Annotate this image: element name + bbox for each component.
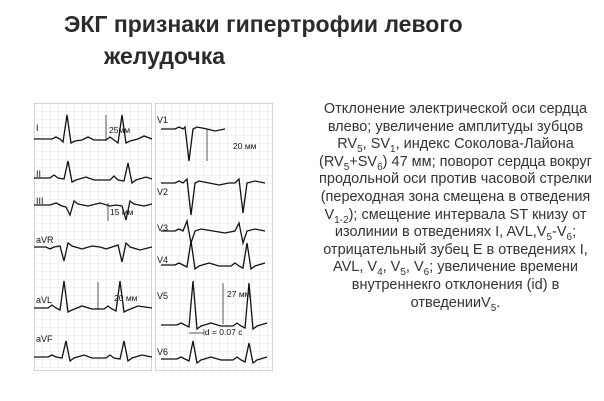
- desc-text-6: ); смещение интервала ST книзу от изолинии в отведениях I, AVL,V: [334, 206, 587, 241]
- lead-V6-label: V6: [157, 347, 169, 357]
- desc-text-1: Отклонение электрической оси сердца влево; увеличение амплитуды зубцов RV: [323, 101, 588, 153]
- lead-aVF-label: aVF: [36, 334, 53, 344]
- id-interval-label: id = 0.07 с: [203, 327, 243, 337]
- title-line-1: ЭКГ признаки гипертрофии левого: [64, 11, 463, 37]
- desc-sub-11: 5: [490, 302, 497, 314]
- lead-III-label: III: [36, 196, 44, 206]
- desc-text-8: ; отрицательный зубец E в отведениях I, AVL, V: [323, 224, 588, 276]
- lead-III-measure: 15 мм: [110, 207, 134, 217]
- limb-leads-ecg-panel: [34, 103, 152, 371]
- desc-text-10: , V: [405, 259, 424, 276]
- lead-aVL-label: aVL: [36, 295, 53, 305]
- desc-sub-6: 5: [546, 232, 553, 244]
- desc-sub-2: 1: [390, 144, 396, 156]
- desc-text-7: -V: [552, 224, 567, 241]
- lead-V1-label: V1: [157, 115, 169, 125]
- desc-sub-9: 5: [400, 267, 406, 279]
- lead-V4-label: V4: [157, 255, 169, 265]
- desc-text-2: , SV: [362, 136, 391, 153]
- lead-I-label: I: [36, 123, 39, 133]
- desc-text-5: ) 47 мм; поворот сердца вокруг продольной оси против часовой стрелки (переходная зона смещена в отведения V: [319, 153, 592, 223]
- lead-V2-label: V2: [157, 187, 169, 197]
- lead-V1-measure: 20 мм: [233, 141, 257, 151]
- desc-sub-10: 6: [423, 267, 430, 279]
- desc-sub-7: 6: [566, 232, 573, 244]
- lvh-criteria-description: [313, 101, 598, 312]
- title-line-2: желудочка: [104, 43, 226, 69]
- desc-sub-1: 5: [357, 144, 363, 156]
- chest-leads-ecg-panel: [155, 103, 273, 371]
- desc-sub-5: 1-2: [334, 214, 349, 226]
- desc-sub-4: 6: [377, 161, 383, 173]
- desc-text-4: +SV: [349, 153, 378, 170]
- lead-aVR-label: aVR: [36, 235, 54, 245]
- page-title: [64, 8, 584, 72]
- lead-V5-measure: 27 мм: [227, 289, 251, 299]
- desc-text-3: , индекс Соколова-Лайона (RV: [319, 136, 574, 170]
- desc-text-11: ; увеличение времени внутреннекго отклонения (id) в отведенииV: [351, 259, 578, 311]
- limb-leads-ecg-svg: [34, 103, 152, 371]
- desc-text-9: , V: [382, 259, 401, 276]
- desc-sub-3: 5: [343, 161, 350, 173]
- lead-V5-label: V5: [157, 291, 169, 301]
- lead-I-measure: 25мм: [109, 125, 131, 135]
- lead-V3-label: V3: [157, 223, 169, 233]
- chest-leads-ecg-svg: [155, 103, 273, 371]
- desc-text-12: .: [496, 294, 501, 311]
- desc-sub-8: 4: [377, 267, 383, 279]
- lead-II-label: II: [36, 169, 42, 179]
- lead-aVL-measure: 20 мм: [114, 293, 138, 303]
